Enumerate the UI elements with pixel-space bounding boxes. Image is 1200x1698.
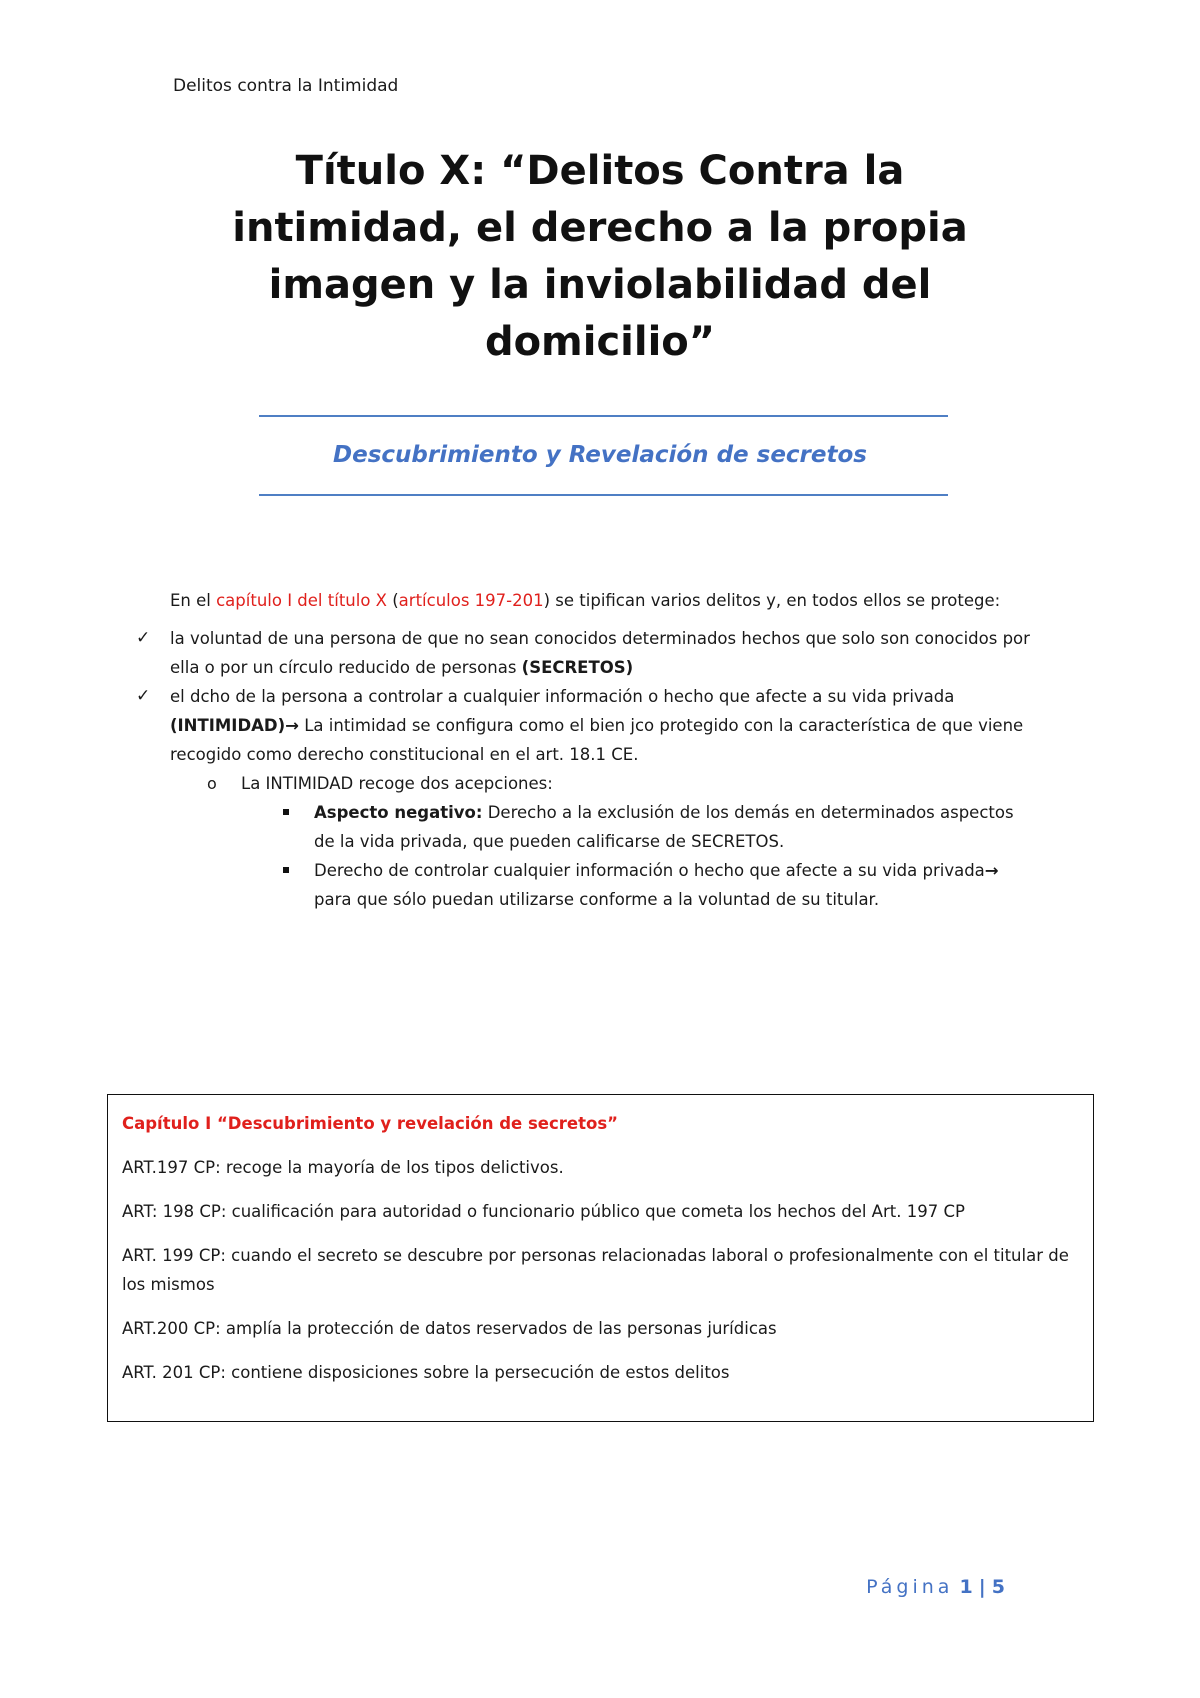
- page-label: Página: [866, 1576, 954, 1598]
- body-content: [136, 586, 1030, 914]
- list-item-text: La intimidad se configura como el bien jco protegido con la característica de que viene recogido como derecho constitucional en el art. 18.1 CE.: [170, 716, 1024, 764]
- list-item-bold: (INTIMIDAD): [170, 716, 286, 735]
- title-line: intimidad, el derecho a la propia: [232, 205, 968, 251]
- square-bullet-icon: [283, 867, 289, 873]
- subsublist-item-text: Derecho a la exclusión de los demás en determinados aspectos de la vida privada, que pueden calificarse de SECRETOS.: [314, 803, 1014, 851]
- page-header: Delitos contra la Intimidad: [173, 76, 399, 96]
- bottom-divider: [259, 494, 948, 496]
- subsublist-item-bold: Aspecto negativo:: [314, 803, 483, 822]
- list-item-bold: (SECRETOS): [521, 658, 634, 677]
- intro-paragraph: [170, 586, 1030, 615]
- box-item: ART. 201 CP: contiene disposiciones sobre la persecución de estos delitos: [122, 1363, 730, 1382]
- list-item-intimidad: [96, 682, 1030, 769]
- title-line: imagen y la inviolabilidad del: [268, 262, 932, 308]
- intro-highlight: artículos 197-201: [398, 591, 544, 610]
- summary-box: [107, 1094, 1094, 1422]
- intro-highlight: capítulo I del título X: [216, 591, 387, 610]
- arrow-right-icon: →: [285, 716, 299, 735]
- subsublist-item-text: para que sólo puedan utilizarse conforme a la voluntad de su titular.: [314, 890, 880, 909]
- checkmark-icon: ✓: [136, 686, 151, 706]
- list-item-secretos: [96, 624, 1030, 682]
- page-separator: |: [978, 1576, 986, 1598]
- subsublist-item: [96, 856, 1030, 914]
- sublist-item: [96, 769, 1030, 798]
- top-divider: [259, 415, 948, 417]
- list-item-text: la voluntad de una persona de que no sean conocidos determinados hechos que solo son conocidos por ella o por un círculo reducido de personas: [170, 629, 1030, 677]
- box-item: ART. 199 CP: cuando el secreto se descubre por personas relacionadas laboral o profesionalmente con el titular de los mismos: [122, 1246, 1069, 1294]
- subsublist-item: [96, 798, 1030, 856]
- box-item: ART.197 CP: recoge la mayoría de los tipos delictivos.: [122, 1158, 564, 1177]
- circle-bullet-icon: o: [207, 774, 217, 793]
- page-number: 1: [959, 1576, 973, 1598]
- title-line: domicilio”: [484, 319, 716, 365]
- document-title: [150, 143, 1050, 371]
- intro-text: ) se tipifican varios delitos y, en todos ellos se protege:: [543, 591, 1001, 610]
- arrow-right-icon: →: [984, 861, 999, 880]
- section-subtitle: Descubrimiento y Revelación de secretos: [333, 442, 867, 468]
- square-bullet-icon: [283, 809, 289, 815]
- box-heading: Capítulo I “Descubrimiento y revelación de secretos”: [122, 1114, 618, 1133]
- intro-text: En el: [170, 591, 217, 610]
- checkmark-icon: ✓: [136, 628, 151, 648]
- page-footer: [866, 1576, 1005, 1598]
- box-item: ART.200 CP: amplía la protección de datos reservados de las personas jurídicas: [122, 1319, 777, 1338]
- intro-text: (: [386, 591, 399, 610]
- list-item-text: el dcho de la persona a controlar a cualquier información o hecho que afecte a su vida privada: [170, 687, 955, 706]
- title-line: Título X: “Delitos Contra la: [295, 148, 905, 194]
- sublist-item-text: La INTIMIDAD recoge dos acepciones:: [241, 774, 553, 793]
- page-total: 5: [991, 1576, 1005, 1598]
- box-item: ART: 198 CP: cualificación para autoridad o funcionario público que cometa los hechos del Art. 197 CP: [122, 1202, 965, 1221]
- subsublist-item-text: Derecho de controlar cualquier información o hecho que afecte a su vida privada: [314, 861, 985, 880]
